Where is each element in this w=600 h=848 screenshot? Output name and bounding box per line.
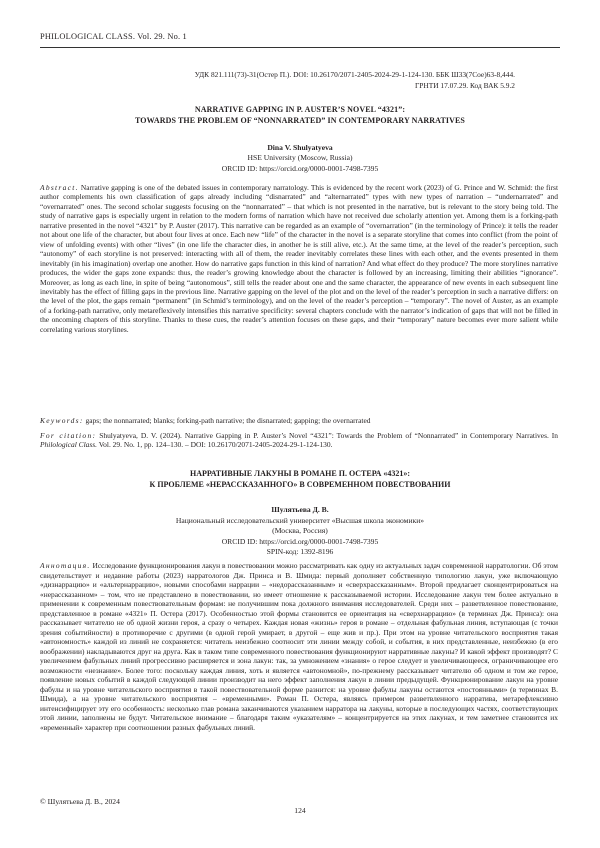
annotation-text: Исследование функционирования лакун в повествовании можно рассматривать как одну из актуальных задач современной нарратологии. Об этом свидетельствует и недавние работы (2023) нарратологов Дж. Принса и В. Шмида: первый дополняет собственную типологию лакун, уже включающую «дизнаррацию» и «альтернаррацию», новыми способами наррации – «недорассказанным» и «сверхрассказанным». Второй предлагает сконцентрироваться на «нерассказанном» – том, что не представлено в повествовании, но имеет отношение к рассказываемой истории. Исследование лакун тем более актуально в применении к современным повествовательным формам: не получившим пока должного внимания исследователей. Среди них – разветвленное повествование, представленное в романе «4321» П. Остера (2017). Особенностью этой формы становится ее ориентация на «сверхнаррацию» (в терминах Дж. Принса): она рассказывает читателю не об одной жизни героя, а сразу о четырех. Каждая новая «жизнь» героя в романе – отдельная фабульная линия, вступающая (с точки зрения событийности) в противоречие с другими (в одной герой умирает, в другой – еще жив и пр.). При этом на уровне читательского восприятия такая «автономность» каждой из линий не сохраняется: читатель неизбежно соотносит эти линии между собой, и события, в них представленные, неизбежно (в его воображении) накладываются друг на друга. Как в таком типе современного повествования функционируют нарративные лакуны? И какой эффект производят? С увеличением фабульных линий прогрессивно расширяется и зона лакун: так, за умножением «знания» о герое следует и увеличивающееся, ограничивающее его возможности «незнание». Более того: поскольку каждая линия, хоть и является «автономной», по-прежнему рассказывает читателю об одном и том же герое, появление новых событий в каждой следующей линии производит на него эффект заполнения лакун в линии предыдущей. Функционирование лакун на уровне фабулы и на уровне читательского восприятия в такой повествовательной форме разнится: на уровне фабулы лакуны остаются «постоянными» (в терминах В. Шмида), а на уровне читательского восприятия – «временными». Роман П. Остера, являясь примером разветвленного нарратива, метарефлексивно интенсифицирует эту его особенность: несколько глав романа заканчиваются указанием нарратора на лакуны, которые в последующих частях, соответствующих этой линии, заполнены не будут. Читательское внимание – благодаря таким «указателям» – концентрируется на этих лакунах, и тем заметнее становится их «временный» характер при соотношении разных фабульных линий. <box>40 561 558 732</box>
keywords <box>40 416 558 425</box>
citation-text-after: Vol. 29. No. 1, pp. 124–130. – DOI: 10.26170/2071-2405-2024-29-1-124-130. <box>98 440 333 450</box>
annotation-label: Аннотация. <box>40 561 91 570</box>
citation-journal: Philological Class. <box>40 440 98 450</box>
author-spin-ru: SPIN-код: 1392-8196 <box>266 547 334 557</box>
title-ru-line1: НАРРАТИВНЫЕ ЛАКУНЫ В РОМАНЕ П. ОСТЕРА «4321»: <box>189 469 411 478</box>
author-orcid-ru: ORCID ID: https://orcid.org/0000-0001-7498-7395 <box>221 536 379 546</box>
meta-line-udc: УДК 821.111(73)-31(Остер П.). DOI: 10.26170/2071-2405-2024-29-1-124-130. ББК Ш33(7Сое)63-8,444. <box>194 70 515 79</box>
annotation-ru <box>40 561 558 732</box>
header-rule <box>40 47 560 48</box>
title-en-line1: NARRATIVE GAPPING IN P. AUSTER’S NOVEL “4321”: <box>194 105 406 114</box>
article-title-en <box>40 104 560 126</box>
classification-meta <box>135 70 515 91</box>
keywords-label: Keywords: <box>40 416 84 425</box>
running-head: PHILOLOGICAL CLASS. Vol. 29. No. 1 <box>40 32 187 41</box>
citation-text-before: Shulyatyeva, D. V. (2024). Narrative Gapping in P. Auster’s Novel “4321”: Towards the Problem of “Nonnarrated” in Contemporary Narratives. In <box>99 431 558 440</box>
abstract-label: Abstract. <box>40 183 79 192</box>
abstract <box>40 183 558 334</box>
author-orcid-en: ORCID ID: https://orcid.org/0000-0001-7498-7395 <box>221 163 379 173</box>
author-name-ru: Шулятьева Д. В. <box>271 505 329 514</box>
citation-label: For citation: <box>40 431 97 440</box>
author-city-ru: (Москва, Россия) <box>272 526 328 536</box>
page-number: 124 <box>294 806 306 815</box>
title-en-line2: TOWARDS THE PROBLEM OF “NONNARRATED” IN CONTEMPORARY NARRATIVES <box>135 116 465 125</box>
author-name-en: Dina V. Shulyatyeva <box>267 143 333 152</box>
author-affiliation-ru: Национальный исследовательский университет «Высшая школа экономики» <box>175 515 425 525</box>
article-title-ru <box>40 468 560 490</box>
citation <box>40 431 558 450</box>
abstract-text: Narrative gapping is one of the debated issues in contemporary narratology. This is evidenced by the recent work (2023) of G. Prince and W. Schmid: the first author complements his own classification of gaps already including “disnarrated” and “alternarrated” types with new types of narration – “undernarrated” and “overnarrated” ones. The second scholar suggests focusing on the “nonnarrated” – that which is not presented in the narrative, but is relevant to the story being told. The study of narrative gaps is especially urgent in relation to the modern forms of narration which have not received due scholarly attention yet. Among them is a forking-path narrative presented in the novel “4321” by P. Auster (2017). This narrative can be regarded as an example of “overnarration” (in the terminology of Prince): it tells the reader not about one life of the character, but about four lives at once. Each new “life” of the character in the novel is a separate storyline that comes into conflict (from the point of view of unfolding events) with other “lives” (in one life the character dies, in another he is still alive, etc.). At the same time, at the level of the reader’s perception, such “autonomy” of each storyline is not preserved: interacting with all of them, the reader inevitably correlates these lines with each other, and the events presented in them inevitably (in his imagination) overlap one another. How do narrative gaps function in this kind of narration? And what effect do they produce? The more storylines narrative produces, the wider the gaps zone expands: thus, the reader’s growing knowledge about the character is followed by an increasing, limiting their abilities “ignorance”. Moreover, as long as each line, in spite of being “autonomous”, still tells the reader about one and the same character, the appearance of new events in each subsequent line inevitably has the effect of filling gaps in the previous line. Narrative gapping on the level of the plot and on the level of the reader’s perception in such a narrative differs: on the level of the plot, the gaps remain “permanent” (in Schmid’s terminology), and on the level of the reader’s perception – “temporary”. The novel of Auster, as an example of a forking-path narrative, only metareflexively intensifies this narrative specificity: several chapters conclude with the narrator’s indication of gaps that will not be filled in the oncoming chapters of this storyline. Thanks to these cues, the reader’s attention focuses on these gaps, and their “temporary” nature becomes ever more salient while correlating various storylines. <box>40 183 559 334</box>
author-block-en <box>40 143 560 174</box>
author-block-ru <box>40 505 560 558</box>
keywords-text: gaps; the nonnarrated; blanks; forking-path narrative; the disnarrated; gapping; the overnarrated <box>85 416 371 425</box>
meta-line-grnti: ГРНТИ 17.07.29. Код ВАК 5.9.2 <box>415 80 515 90</box>
title-ru-line2: К ПРОБЛЕМЕ «НЕРАССКАЗАННОГО» В СОВРЕМЕННОМ ПОВЕСТВОВАНИИ <box>149 480 451 489</box>
copyright: © Шулятьева Д. В., 2024 <box>40 797 120 806</box>
author-affiliation-en: HSE University (Moscow, Russia) <box>247 153 353 163</box>
